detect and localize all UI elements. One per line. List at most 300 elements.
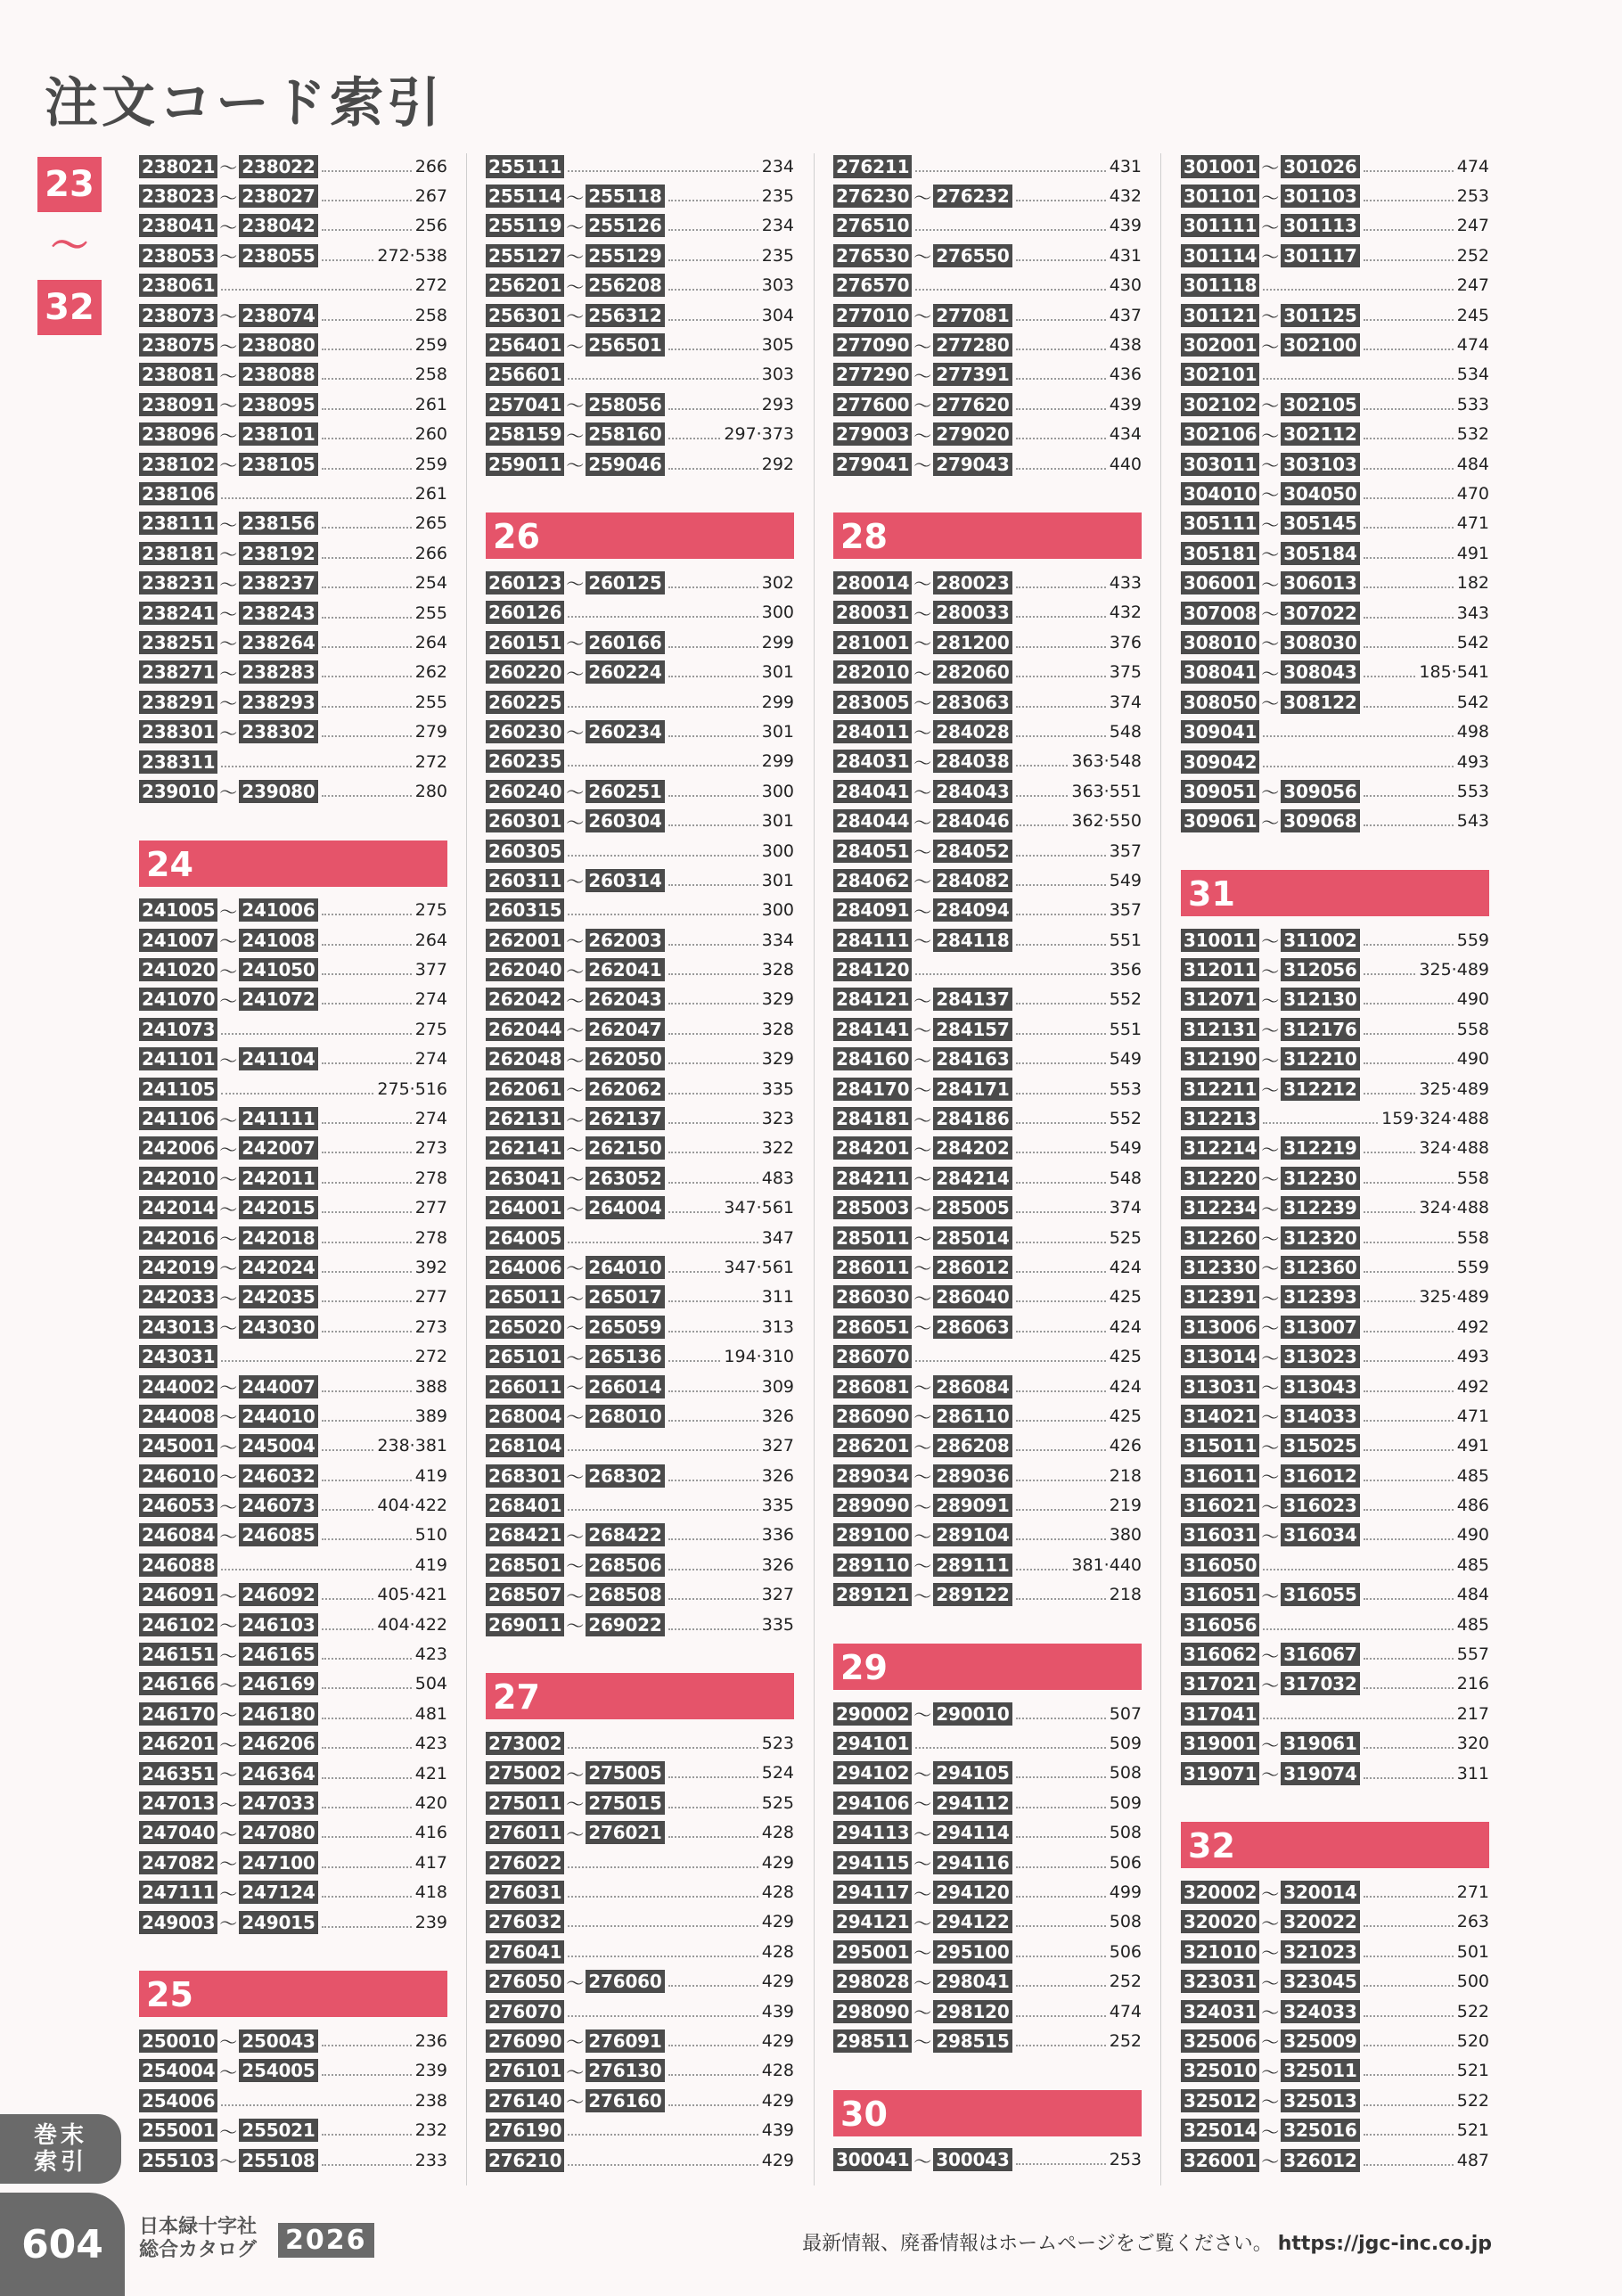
page-ref: 335 xyxy=(761,1496,794,1516)
index-row xyxy=(486,776,794,806)
brand xyxy=(139,2216,257,2262)
code-from: 242016 xyxy=(139,1226,217,1250)
page-ref: 542 xyxy=(1456,692,1489,712)
code-from: 265020 xyxy=(486,1316,564,1339)
index-row xyxy=(833,1521,1142,1550)
leader-dots xyxy=(668,2062,758,2076)
code-from: 260230 xyxy=(486,720,564,743)
range-tilde: 〜 xyxy=(1261,1258,1280,1280)
code-from: 243031 xyxy=(139,1345,217,1368)
leader-dots xyxy=(668,247,758,261)
page-ref: 522 xyxy=(1456,2001,1489,2021)
code-from: 284181 xyxy=(833,1107,912,1130)
code-from: 312190 xyxy=(1181,1047,1259,1070)
leader-dots xyxy=(1016,1883,1106,1898)
code-to: 238101 xyxy=(239,422,317,446)
index-row xyxy=(486,1252,794,1282)
code-to: 286110 xyxy=(933,1405,1012,1428)
range-tilde: 〜 xyxy=(913,1704,932,1726)
leader-dots xyxy=(1364,1021,1454,1035)
code-to: 277391 xyxy=(933,363,1012,386)
leader-dots xyxy=(668,1556,758,1570)
code-from: 238241 xyxy=(139,602,217,625)
code-to: 263052 xyxy=(586,1167,664,1190)
leader-dots xyxy=(668,425,721,439)
leader-dots xyxy=(1016,1229,1106,1243)
leader-dots xyxy=(322,2152,412,2166)
range-tilde: 〜 xyxy=(1261,1436,1280,1458)
code-to: 289104 xyxy=(933,1523,1012,1546)
code-from: 324031 xyxy=(1181,2000,1259,2023)
leader-dots xyxy=(1364,961,1416,975)
leader-dots xyxy=(1263,276,1453,291)
code-to: 294120 xyxy=(933,1881,1012,1904)
index-row xyxy=(833,955,1142,984)
leader-dots xyxy=(668,1764,758,1778)
leader-dots xyxy=(668,1378,758,1392)
code-to: 262050 xyxy=(586,1047,664,1070)
page-ref: 508 xyxy=(1109,1912,1142,1932)
leader-dots xyxy=(668,663,758,677)
range-tilde: 〜 xyxy=(219,395,238,417)
index-row xyxy=(1181,1283,1489,1312)
code-from: 247040 xyxy=(139,1821,217,1844)
code-from: 264006 xyxy=(486,1256,564,1279)
page-ref: 253 xyxy=(1456,186,1489,207)
index-row xyxy=(1181,985,1489,1014)
code-from: 273002 xyxy=(486,1732,564,1755)
page-ref: 559 xyxy=(1456,1257,1489,1277)
leader-dots xyxy=(668,1616,758,1630)
brand-line2: 総合カタログ xyxy=(139,2239,258,2261)
code-from: 260240 xyxy=(486,780,564,803)
leader-dots xyxy=(1016,2003,1106,2017)
index-row xyxy=(1181,241,1489,270)
index-row xyxy=(833,985,1142,1014)
leader-dots xyxy=(1364,1259,1454,1273)
range-tilde: 〜 xyxy=(566,335,585,357)
code-from: 286051 xyxy=(833,1316,912,1339)
index-row xyxy=(486,360,794,390)
index-row xyxy=(139,1461,447,1490)
code-from: 238061 xyxy=(139,274,217,297)
range-tilde: 〜 xyxy=(219,2031,238,2054)
leader-dots xyxy=(221,485,411,499)
code-to: 260251 xyxy=(586,780,664,803)
index-row xyxy=(833,1699,1142,1728)
section-header-24: 24 xyxy=(139,840,447,887)
leader-dots xyxy=(668,1169,758,1184)
leader-dots xyxy=(668,872,758,886)
leader-dots xyxy=(1364,574,1454,588)
index-row xyxy=(833,1074,1142,1103)
index-row xyxy=(1181,2026,1489,2055)
code-to: 312176 xyxy=(1281,1018,1359,1041)
page-ref: 363·548 xyxy=(1071,751,1142,772)
leader-dots xyxy=(915,158,1105,172)
page-ref: 247 xyxy=(1456,275,1489,296)
code-to: 320014 xyxy=(1281,1881,1359,1904)
index-row xyxy=(833,1580,1142,1610)
range-tilde: 〜 xyxy=(913,1555,932,1578)
index-row xyxy=(833,1252,1142,1282)
side-tab-line2: 索引 xyxy=(33,2149,87,2176)
page-ref: 388 xyxy=(414,1376,447,1397)
code-from: 255127 xyxy=(486,244,564,267)
code-to: 260125 xyxy=(586,571,664,594)
leader-dots xyxy=(1364,2003,1454,2017)
range-tilde: 〜 xyxy=(913,424,932,447)
index-row xyxy=(833,1372,1142,1401)
code-from: 301001 xyxy=(1181,155,1259,178)
index-row xyxy=(833,1550,1142,1579)
leader-dots xyxy=(1016,1378,1106,1392)
range-tilde: 〜 xyxy=(566,1466,585,1488)
index-row xyxy=(139,1312,447,1341)
code-from: 276050 xyxy=(486,1970,564,1993)
index-row xyxy=(1181,568,1489,597)
range-tilde: 〜 xyxy=(913,1198,932,1220)
code-to: 284082 xyxy=(933,869,1012,892)
code-from: 246170 xyxy=(139,1702,217,1726)
code-from: 255119 xyxy=(486,214,564,237)
code-to: 264004 xyxy=(586,1196,664,1219)
leader-dots xyxy=(668,1288,758,1302)
index-row xyxy=(486,1461,794,1490)
range-tilde: 〜 xyxy=(1261,2151,1280,2173)
code-to: 246032 xyxy=(239,1464,317,1488)
code-to: 262137 xyxy=(586,1107,664,1130)
index-row xyxy=(1181,538,1489,568)
index-row xyxy=(1181,360,1489,390)
index-row xyxy=(1181,2056,1489,2086)
code-from: 260315 xyxy=(486,898,564,922)
range-tilde: 〜 xyxy=(219,1644,238,1667)
code-to: 303103 xyxy=(1281,453,1359,476)
range-tilde: 〜 xyxy=(1261,1942,1280,1964)
range-tilde: 〜 xyxy=(913,1972,932,1994)
code-to: 280023 xyxy=(933,571,1012,594)
code-to: 266014 xyxy=(586,1375,664,1398)
code-from: 238021 xyxy=(139,155,217,178)
code-from: 247111 xyxy=(139,1881,217,1904)
code-from: 280014 xyxy=(833,571,912,594)
code-to: 238192 xyxy=(239,542,317,565)
code-to: 325011 xyxy=(1281,2059,1359,2082)
leader-dots xyxy=(1016,365,1106,380)
range-tilde: 〜 xyxy=(566,1615,585,1637)
index-row xyxy=(486,2056,794,2086)
index-row xyxy=(139,2026,447,2055)
leader-dots xyxy=(1016,396,1106,410)
index-row xyxy=(139,538,447,568)
page-ref: 273 xyxy=(414,1316,447,1337)
index-row xyxy=(486,1341,794,1371)
range-tilde: 〜 xyxy=(913,871,932,893)
index-row xyxy=(833,1103,1142,1133)
leader-dots xyxy=(668,990,758,1004)
code-to: 241008 xyxy=(239,929,317,952)
code-to: 290010 xyxy=(933,1702,1012,1726)
page-ref: 380 xyxy=(1109,1525,1142,1546)
code-to: 255126 xyxy=(586,214,664,237)
index-row xyxy=(486,955,794,984)
page-ref: 272 xyxy=(414,751,447,772)
range-tilde: 〜 xyxy=(913,1882,932,1905)
range-tilde: 〜 xyxy=(1261,2002,1280,2024)
index-row xyxy=(139,241,447,270)
index-row xyxy=(486,1848,794,1877)
code-from: 238301 xyxy=(139,720,217,743)
index-row xyxy=(1181,1134,1489,1163)
code-to: 277620 xyxy=(933,393,1012,416)
leader-dots xyxy=(1364,1080,1416,1095)
page-ref: 343 xyxy=(1456,603,1489,623)
code-to: 247080 xyxy=(239,1821,317,1844)
index-row xyxy=(139,1372,447,1401)
page-ref: 377 xyxy=(414,960,447,980)
index-row xyxy=(1181,1639,1489,1669)
index-row xyxy=(1181,1759,1489,1788)
leader-dots xyxy=(1364,485,1454,499)
page-ref: 439 xyxy=(1109,394,1142,414)
range-tilde: 〜 xyxy=(1261,186,1280,209)
page-ref: 264 xyxy=(414,632,447,652)
footer-url[interactable]: https://jgc-inc.co.jp xyxy=(1277,2233,1492,2255)
page-ref: 272 xyxy=(414,1347,447,1367)
leader-dots xyxy=(322,1318,412,1332)
leader-dots xyxy=(322,1139,412,1153)
code-to: 242015 xyxy=(239,1196,317,1219)
index-row xyxy=(486,300,794,330)
index-row xyxy=(1181,271,1489,300)
index-row xyxy=(486,627,794,657)
page-ref: 326 xyxy=(761,1554,794,1575)
code-to: 238283 xyxy=(239,660,317,684)
code-to: 242024 xyxy=(239,1256,317,1279)
leader-dots xyxy=(221,276,411,291)
index-row xyxy=(486,2026,794,2055)
page-ref: 429 xyxy=(761,1852,794,1873)
leader-dots xyxy=(915,1348,1105,1362)
page-ref: 431 xyxy=(1109,156,1142,176)
leader-dots xyxy=(322,961,412,975)
leader-dots xyxy=(1016,2151,1106,2165)
index-row xyxy=(833,1283,1142,1312)
code-from: 284141 xyxy=(833,1018,912,1041)
page-ref: 302 xyxy=(761,572,794,593)
page-ref: 510 xyxy=(414,1525,447,1546)
code-from: 238111 xyxy=(139,512,217,535)
code-from: 276140 xyxy=(486,2089,564,2112)
range-tilde: 〜 xyxy=(566,1138,585,1160)
index-row xyxy=(1181,717,1489,746)
code-from: 241005 xyxy=(139,898,217,922)
code-to: 286012 xyxy=(933,1256,1012,1279)
code-to: 258160 xyxy=(586,422,664,446)
index-row xyxy=(139,360,447,390)
index-row xyxy=(1181,300,1489,330)
page-ref: 548 xyxy=(1109,721,1142,742)
page-ref: 404·422 xyxy=(377,1496,447,1516)
page-ref: 471 xyxy=(1456,513,1489,534)
code-to: 265059 xyxy=(586,1316,664,1339)
leader-dots xyxy=(668,1348,721,1362)
leader-dots xyxy=(1016,1496,1106,1511)
leader-dots xyxy=(1364,1437,1454,1451)
code-to: 268508 xyxy=(586,1583,664,1606)
leader-dots xyxy=(668,336,758,350)
column-divider xyxy=(466,153,467,2185)
range-tilde: 〜 xyxy=(913,900,932,922)
index-row xyxy=(139,598,447,627)
page-ref: 334 xyxy=(761,930,794,950)
code-to: 246180 xyxy=(239,1702,317,1726)
code-to: 294105 xyxy=(933,1761,1012,1784)
range-tilde: 〜 xyxy=(566,1168,585,1191)
code-from: 294113 xyxy=(833,1821,912,1844)
code-to: 284163 xyxy=(933,1047,1012,1070)
page-ref: 347·561 xyxy=(724,1257,794,1277)
code-to: 268506 xyxy=(586,1554,664,1577)
code-from: 275002 xyxy=(486,1761,564,1784)
leader-dots xyxy=(668,1259,721,1273)
leader-dots xyxy=(322,217,412,231)
code-from: 266011 xyxy=(486,1375,564,1398)
code-to: 238055 xyxy=(239,244,317,267)
code-to: 284171 xyxy=(933,1078,1012,1101)
index-row xyxy=(833,211,1142,241)
code-from: 309051 xyxy=(1181,780,1259,803)
code-from: 264001 xyxy=(486,1196,564,1219)
code-to: 246206 xyxy=(239,1732,317,1755)
section-header-32: 32 xyxy=(1181,1822,1489,1868)
code-to: 268302 xyxy=(586,1464,664,1488)
index-row xyxy=(1181,2115,1489,2144)
index-row xyxy=(139,1252,447,1282)
page-ref: 558 xyxy=(1456,1168,1489,1188)
range-tilde: 〜 xyxy=(1261,513,1280,536)
code-from: 243013 xyxy=(139,1316,217,1339)
page-ref: 543 xyxy=(1456,811,1489,832)
index-row xyxy=(139,1848,447,1877)
page-ref: 326 xyxy=(761,1406,794,1426)
code-from: 284031 xyxy=(833,750,912,773)
range-tilde: 〜 xyxy=(219,513,238,536)
code-from: 277290 xyxy=(833,363,912,386)
code-from: 289100 xyxy=(833,1523,912,1546)
code-to: 238080 xyxy=(239,333,317,357)
range-tilde: 〜 xyxy=(1261,1764,1280,1786)
leader-dots xyxy=(668,723,758,737)
code-to: 312239 xyxy=(1281,1196,1359,1219)
code-from: 260126 xyxy=(486,601,564,624)
code-from: 286070 xyxy=(833,1345,912,1368)
code-from: 312214 xyxy=(1181,1136,1259,1160)
side-tab[interactable] xyxy=(0,2114,121,2184)
index-row xyxy=(833,687,1142,717)
range-tilde: 〜 xyxy=(219,1377,238,1399)
code-to: 294116 xyxy=(933,1851,1012,1874)
page-ref: 490 xyxy=(1456,1049,1489,1070)
leader-dots xyxy=(1364,1943,1454,1957)
code-to: 247100 xyxy=(239,1851,317,1874)
leader-dots xyxy=(568,752,758,767)
code-from: 294102 xyxy=(833,1761,912,1784)
code-from: 285011 xyxy=(833,1226,912,1250)
index-row xyxy=(486,1045,794,1074)
leader-dots xyxy=(568,2121,758,2136)
code-to: 260224 xyxy=(586,660,664,684)
code-from: 301114 xyxy=(1181,244,1259,267)
code-from: 238102 xyxy=(139,453,217,476)
page-ref: 437 xyxy=(1109,305,1142,325)
range-tilde: 〜 xyxy=(913,365,932,387)
leader-dots xyxy=(1364,307,1454,321)
code-to: 313007 xyxy=(1281,1316,1359,1339)
page-ref: 492 xyxy=(1456,1376,1489,1397)
page-ref: 254 xyxy=(414,573,447,594)
page-ref: 274 xyxy=(414,989,447,1010)
index-row xyxy=(486,1580,794,1610)
leader-dots xyxy=(1364,1378,1454,1392)
leader-dots xyxy=(568,693,758,708)
range-tilde: 〜 xyxy=(219,693,238,715)
page-ref: 431 xyxy=(1109,245,1142,266)
page-ref: 525 xyxy=(1109,1227,1142,1248)
index-row xyxy=(1181,330,1489,359)
page-ref: 374 xyxy=(1109,1198,1142,1218)
leader-dots xyxy=(1016,1437,1106,1451)
page-ref: 521 xyxy=(1456,2120,1489,2141)
leader-dots xyxy=(668,812,758,826)
leader-dots xyxy=(1016,307,1106,321)
code-from: 300041 xyxy=(833,2148,912,2171)
page-ref: 404·422 xyxy=(377,1614,447,1635)
index-row xyxy=(139,568,447,597)
code-to: 304050 xyxy=(1281,482,1359,505)
code-to: 308030 xyxy=(1281,631,1359,654)
range-tilde: 〜 xyxy=(913,751,932,774)
range-tilde: 〜 xyxy=(913,693,932,715)
page-ref: 194·310 xyxy=(724,1347,794,1367)
range-tilde: 〜 xyxy=(1261,1912,1280,1934)
code-from: 259011 xyxy=(486,453,564,476)
leader-dots xyxy=(668,1972,758,1987)
page-ref: 426 xyxy=(1109,1436,1142,1456)
leader-dots xyxy=(1364,604,1454,619)
code-to: 308122 xyxy=(1281,691,1359,714)
page-ref: 470 xyxy=(1456,483,1489,504)
index-row xyxy=(833,627,1142,657)
code-to: 276091 xyxy=(586,2030,664,2053)
code-to: 312212 xyxy=(1281,1078,1359,1101)
leader-dots xyxy=(322,396,412,410)
leader-dots xyxy=(322,1586,374,1600)
range-tilde: 〜 xyxy=(566,1406,585,1429)
code-from: 242006 xyxy=(139,1136,217,1160)
code-from: 315011 xyxy=(1181,1434,1259,1457)
leader-dots xyxy=(322,247,374,261)
page-ref: 218 xyxy=(1109,1585,1142,1605)
page-ref: 219 xyxy=(1109,1496,1142,1516)
index-row xyxy=(486,836,794,865)
leader-dots xyxy=(221,1556,411,1570)
range-tilde: 〜 xyxy=(1261,1882,1280,1905)
page-ref: 185·541 xyxy=(1419,662,1489,683)
code-from: 284011 xyxy=(833,720,912,743)
code-from: 286201 xyxy=(833,1434,912,1457)
